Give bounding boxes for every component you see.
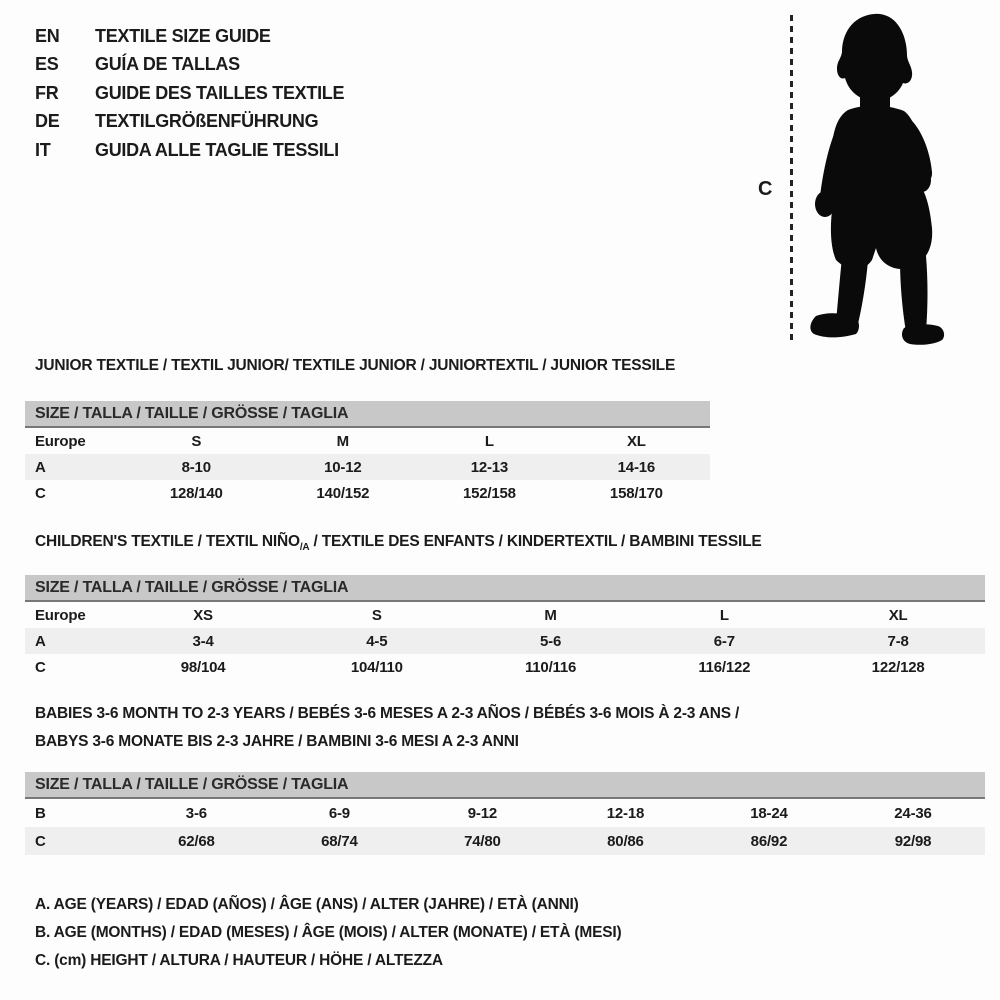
value-cell: 6-9: [328, 804, 350, 822]
value-cell: 3-6: [185, 804, 207, 822]
row-label: C: [35, 658, 46, 676]
value-cell: 5-6: [540, 632, 562, 650]
language-title-list: [35, 22, 344, 165]
language-row-es: [35, 51, 344, 80]
language-code: IT: [35, 139, 51, 160]
junior-header-row: [25, 428, 710, 454]
value-cell: 3-4: [192, 632, 214, 650]
row-label: A: [35, 458, 46, 476]
size-header-cell: XL: [888, 606, 908, 624]
value-cell: 116/122: [698, 658, 751, 676]
value-cell: 110/116: [524, 658, 577, 676]
value-cell: 9-12: [467, 804, 498, 822]
children-table-block: [25, 575, 985, 680]
babies-table-block: [25, 772, 985, 855]
height-dashed-line: [790, 15, 793, 345]
value-cell: 7-8: [887, 632, 909, 650]
children-height-row: [25, 654, 985, 680]
row-label: C: [35, 832, 46, 850]
value-cell: 6-7: [713, 632, 735, 650]
value-cell: 98/104: [180, 658, 226, 676]
note-age-years: A. AGE (YEARS) / EDAD (AÑOS) / ÂGE (ANS) / ALTER (JAHRE) / ETÀ (ANNI): [35, 896, 579, 913]
language-code: FR: [35, 82, 59, 103]
language-label: TEXTILE SIZE GUIDE: [95, 25, 271, 46]
value-cell: 14-16: [617, 458, 656, 476]
row-label: A: [35, 632, 46, 650]
value-cell: 12-18: [606, 804, 645, 822]
value-cell: 10-12: [324, 458, 362, 476]
children-title-text: / TEXTILE DES ENFANTS / KINDERTEXTIL / BAMBINI TESSILE: [309, 533, 762, 550]
babies-age-row: [25, 799, 985, 827]
value-cell: 104/110: [350, 658, 403, 676]
size-header-cell: XS: [193, 606, 213, 624]
row-label: Europe: [35, 606, 86, 624]
size-header-cell: M: [544, 606, 557, 624]
size-header-cell: S: [191, 432, 202, 450]
language-row-de: [35, 108, 344, 137]
size-header-cell: XL: [626, 432, 646, 450]
value-cell: 62/68: [178, 832, 215, 850]
row-label: B: [35, 804, 46, 822]
babies-section-title-line1: BABIES 3-6 MONTH TO 2-3 YEARS / BEBÉS 3-6 MESES A 2-3 AÑOS / BÉBÉS 3-6 MOIS À 2-3 ANS /: [35, 705, 740, 722]
junior-table-block: [25, 401, 710, 506]
value-cell: 74/80: [464, 832, 501, 850]
children-title-sub: /A: [299, 542, 310, 554]
children-section-title: [35, 533, 761, 553]
children-age-row: [25, 628, 985, 654]
babies-section-title-line2: BABYS 3-6 MONATE BIS 2-3 JAHRE / BAMBINI 3-6 MESI A 2-3 ANNI: [35, 733, 519, 750]
value-cell: 24-36: [894, 804, 932, 822]
row-label: Europe: [35, 432, 86, 450]
value-cell: 12-13: [470, 458, 509, 476]
children-size-band: SIZE / TALLA / TAILLE / GRÖSSE / TAGLIA: [25, 575, 985, 602]
babies-size-band: SIZE / TALLA / TAILLE / GRÖSSE / TAGLIA: [25, 772, 985, 799]
language-label: TEXTILGRÖßENFÜHRUNG: [95, 111, 319, 132]
legend-notes: [35, 891, 621, 975]
language-label: GUÍA DE TALLAS: [95, 54, 240, 75]
value-cell: 80/86: [607, 832, 644, 850]
note-height-cm: C. (cm) HEIGHT / ALTURA / HAUTEUR / HÖHE / ALTEZZA: [35, 952, 443, 969]
language-label: GUIDE DES TAILLES TEXTILE: [95, 82, 345, 103]
language-row-en: [35, 22, 344, 51]
row-label: C: [35, 484, 46, 502]
junior-height-row: [25, 480, 710, 506]
size-header-cell: L: [484, 432, 494, 450]
value-cell: 152/158: [462, 484, 516, 502]
language-code: DE: [35, 111, 60, 132]
value-cell: 140/152: [316, 484, 370, 502]
value-cell: 92/98: [894, 832, 932, 850]
children-header-row: [25, 602, 985, 628]
value-cell: 86/92: [750, 832, 788, 850]
language-row-it: [35, 136, 344, 165]
language-row-fr: [35, 79, 344, 108]
language-code: ES: [35, 54, 59, 75]
value-cell: 122/128: [871, 658, 925, 676]
language-code: EN: [35, 25, 60, 46]
value-cell: 18-24: [750, 804, 788, 822]
value-cell: 128/140: [169, 484, 223, 502]
value-cell: 158/170: [609, 484, 663, 502]
value-cell: 8-10: [181, 458, 211, 476]
size-header-cell: S: [371, 606, 382, 624]
value-cell: 68/74: [321, 832, 358, 850]
height-measure-label: C: [758, 178, 773, 200]
junior-table: [25, 428, 710, 506]
note-age-months: B. AGE (MONTHS) / EDAD (MESES) / ÂGE (MOIS) / ALTER (MONATE) / ETÀ (MESI): [35, 924, 622, 941]
language-label: GUIDA ALLE TAGLIE TESSILI: [95, 139, 339, 160]
children-title-text: CHILDREN'S TEXTILE / TEXTIL NIÑO: [35, 533, 300, 550]
size-header-cell: M: [336, 432, 349, 450]
babies-height-row: [25, 827, 985, 855]
junior-size-band: SIZE / TALLA / TAILLE / GRÖSSE / TAGLIA: [25, 401, 710, 428]
toddler-silhouette-icon: [808, 12, 946, 347]
junior-section-title: JUNIOR TEXTILE / TEXTIL JUNIOR/ TEXTILE JUNIOR / JUNIORTEXTIL / JUNIOR TESSILE: [35, 357, 676, 374]
children-table: [25, 602, 985, 680]
size-header-cell: L: [719, 606, 729, 624]
junior-age-row: [25, 454, 710, 480]
babies-table: [25, 799, 985, 855]
value-cell: 4-5: [366, 632, 388, 650]
